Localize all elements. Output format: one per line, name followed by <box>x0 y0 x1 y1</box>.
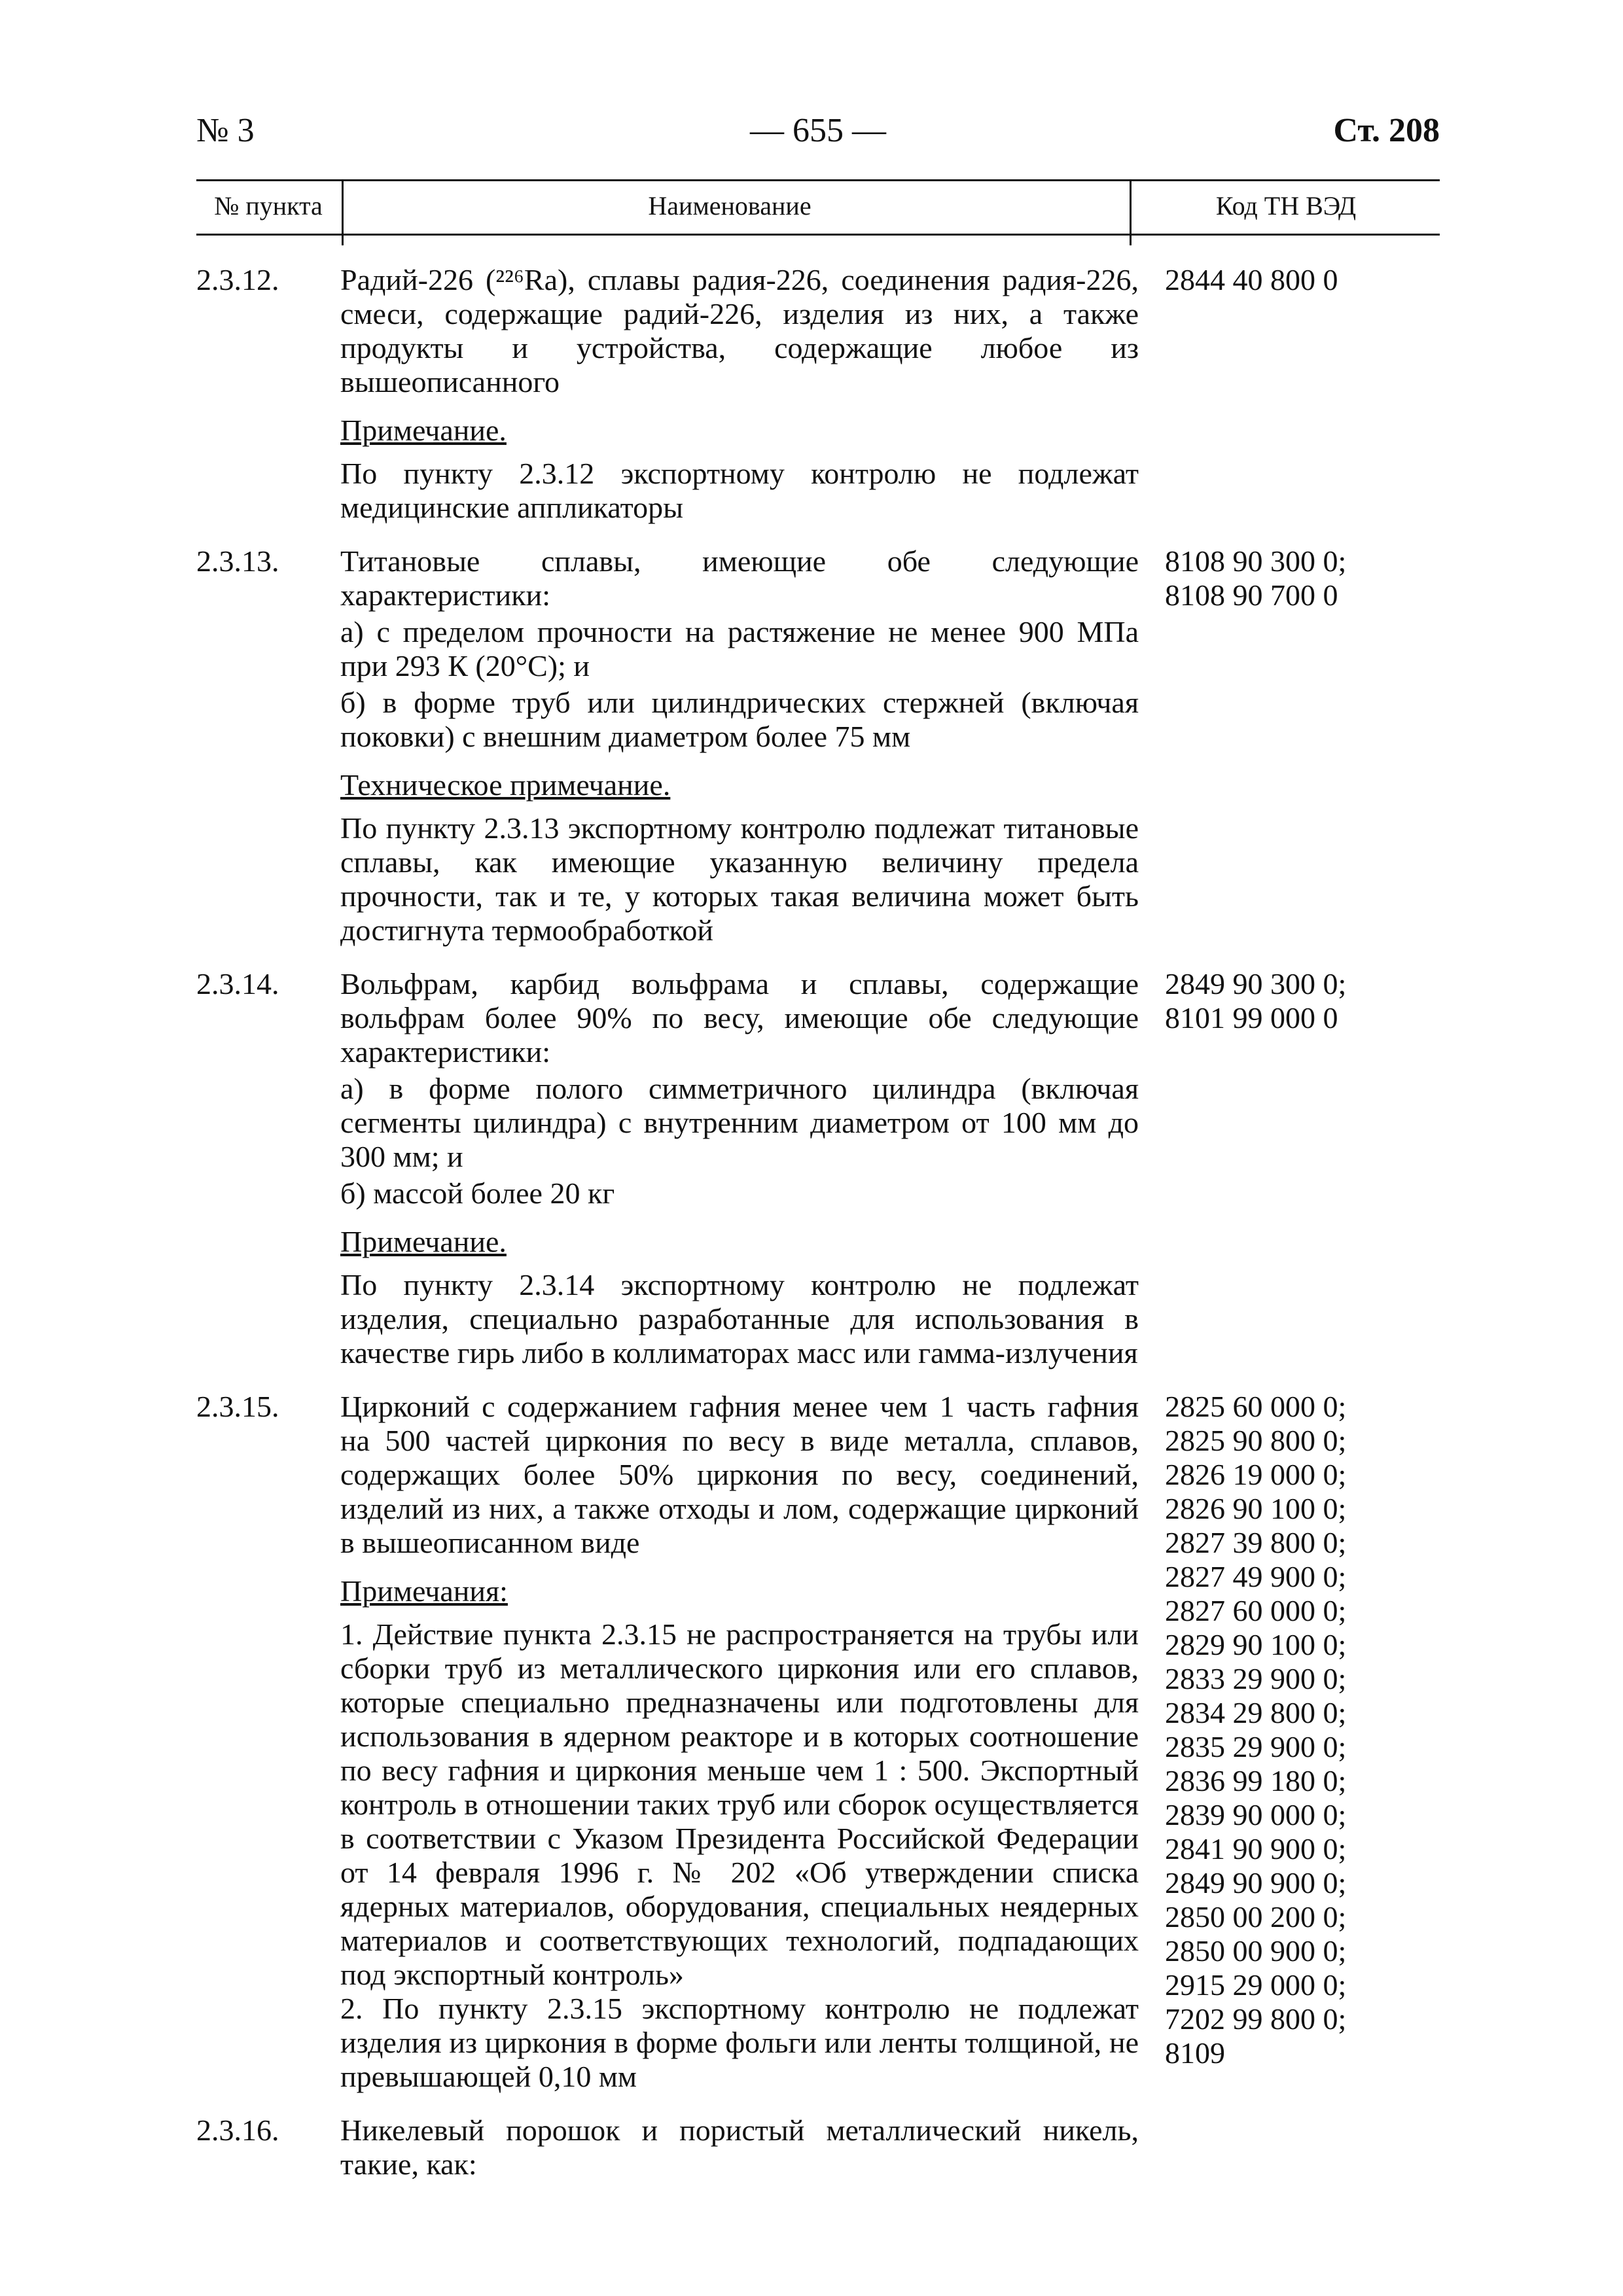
item-description <box>340 263 1139 525</box>
tnved-codes <box>1139 2113 1440 2184</box>
description-paragraph: б) массой более 20 кг <box>340 1176 615 1210</box>
column-header-number: № пункта <box>214 191 323 221</box>
tnved-code: 2850 00 200 0; <box>1165 1900 1347 1934</box>
tnved-code: 2915 29 000 0; <box>1165 1968 1347 2002</box>
document-page <box>196 98 1440 2204</box>
item-description <box>340 1390 1139 2094</box>
tnved-codes <box>1139 967 1440 1370</box>
tnved-code: 2825 90 800 0; <box>1165 1424 1347 1457</box>
column-header-code: Код ТН ВЭД <box>1215 191 1357 221</box>
description-paragraph: Радий-226 (²²⁶Ra), сплавы радия-226, соединения радия-226, смеси, содержащие радий-226, изделия из них, а также продукты и устройства, содержащие любое из вышеописанного <box>340 263 1139 398</box>
item-description <box>340 967 1139 1370</box>
tnved-codes <box>1139 263 1440 525</box>
description-paragraph: б) в форме труб или цилиндрических стержней (включая поковки) с внешним диаметром более 75 мм <box>340 686 1139 753</box>
note-title: Примечание. <box>340 1225 507 1258</box>
tnved-code: 2827 39 800 0; <box>1165 1526 1347 1559</box>
tnved-code: 2834 29 800 0; <box>1165 1696 1347 1729</box>
table-row <box>196 544 1440 947</box>
tnved-code: 2833 29 900 0; <box>1165 1662 1347 1695</box>
tnved-code: 2841 90 900 0; <box>1165 1832 1347 1865</box>
tnved-code: 2850 00 900 0; <box>1165 1934 1347 1968</box>
tnved-codes <box>1139 544 1440 947</box>
column-header-name: Наименование <box>648 191 812 221</box>
tnved-code: 2836 99 180 0; <box>1165 1764 1347 1797</box>
note-paragraph: По пункту 2.3.14 экспортному контролю не подлежат изделия, специально разработанные для использования в качестве гирь либо в коллиматорах масс или гамма-излучения <box>340 1268 1139 1369</box>
note-paragraph: 1. Действие пункта 2.3.15 не распространяется на трубы или сборки труб из металлического циркония или его сплавов, которые специально предназначены или подготовлены для использования в ядерном реакторе и в которых соотношение по весу гафния и циркония меньше чем 1 : 500. Экспортный контроль в отношении таких труб или сборок осуществляется в соответствии с Указом Президента Российской Федерации от 14 февраля 1996 г. № 202 «Об утверждении списка ядерных материалов, оборудования, специальных неядерных материалов и соответствующих технологий, подпадающих под экспортный контроль» <box>340 1617 1139 1991</box>
item-number: 2.3.15. <box>196 1390 279 1423</box>
description-paragraph: а) с пределом прочности на растяжение не менее 900 МПа при 293 К (20°C); и <box>340 615 1139 682</box>
item-number: 2.3.12. <box>196 263 279 296</box>
tnved-code: 8101 99 000 0 <box>1165 1001 1338 1034</box>
description-paragraph: Никелевый порошок и пористый металлический никель, такие, как: <box>340 2113 1139 2181</box>
note-title: Примечание. <box>340 414 507 447</box>
tnved-code: 2849 90 300 0; <box>1165 967 1347 1000</box>
note-paragraph: 2. По пункту 2.3.15 экспортному контролю не подлежат изделия из циркония в форме фольги или ленты толщиной, не превышающей 0,10 мм <box>340 1992 1139 2093</box>
note-paragraph: По пункту 2.3.12 экспортному контролю не подлежат медицинские аппликаторы <box>340 457 1139 524</box>
tnved-code: 2835 29 900 0; <box>1165 1730 1347 1763</box>
issue-number: № 3 <box>196 112 255 149</box>
item-description <box>340 2113 1139 2184</box>
tnved-code: 2844 40 800 0 <box>1165 263 1338 296</box>
tnved-codes <box>1139 1390 1440 2094</box>
table-row <box>196 2113 1440 2184</box>
table-body <box>196 263 1440 2184</box>
tnved-code: 2827 49 900 0; <box>1165 1560 1347 1593</box>
tnved-code: 2849 90 900 0; <box>1165 1866 1347 1899</box>
tnved-code: 2826 90 100 0; <box>1165 1492 1347 1525</box>
running-header <box>196 98 1440 170</box>
item-description <box>340 544 1139 947</box>
tnved-code: 2826 19 000 0; <box>1165 1458 1347 1491</box>
table-row <box>196 967 1440 1370</box>
tnved-code: 7202 99 800 0; <box>1165 2002 1347 2036</box>
table-header <box>196 179 1440 236</box>
tnved-code: 2829 90 100 0; <box>1165 1628 1347 1661</box>
tnved-code: 8108 90 300 0; <box>1165 544 1347 578</box>
tnved-code: 8109 <box>1165 2036 1225 2070</box>
table-row <box>196 263 1440 525</box>
column-divider <box>1130 181 1132 245</box>
note-title: Примечания: <box>340 1574 508 1608</box>
item-number: 2.3.16. <box>196 2113 279 2147</box>
page-number: — 655 — <box>750 112 886 149</box>
description-paragraph: Цирконий с содержанием гафния менее чем 1 часть гафния на 500 частей циркония по весу в виде металла, сплавов, содержащих более 50% циркония по весу, соединений, изделий из них, а также отходы и лом, содержащие цирконий в вышеописанном виде <box>340 1390 1139 1559</box>
article-number: Ст. 208 <box>1333 112 1440 149</box>
tnved-code: 2839 90 000 0; <box>1165 1798 1347 1831</box>
note-title: Техническое примечание. <box>340 768 671 802</box>
tnved-code: 2827 60 000 0; <box>1165 1594 1347 1627</box>
description-paragraph: Вольфрам, карбид вольфрама и сплавы, содержащие вольфрам более 90% по весу, имеющие обе следующие характеристики: <box>340 967 1139 1069</box>
item-number: 2.3.13. <box>196 544 279 578</box>
description-paragraph: а) в форме полого симметричного цилиндра (включая сегменты цилиндра) с внутренним диаметром от 100 мм до 300 мм; и <box>340 1072 1139 1173</box>
tnved-code: 2825 60 000 0; <box>1165 1390 1347 1423</box>
description-paragraph: Титановые сплавы, имеющие обе следующие характеристики: <box>340 544 1139 612</box>
note-paragraph: По пункту 2.3.13 экспортному контролю подлежат титановые сплавы, как имеющие указанную величину предела прочности, так и те, у которых такая величина может быть достигнута термообработкой <box>340 811 1139 947</box>
item-number: 2.3.14. <box>196 967 279 1000</box>
table-row <box>196 1390 1440 2094</box>
tnved-code: 8108 90 700 0 <box>1165 578 1338 612</box>
